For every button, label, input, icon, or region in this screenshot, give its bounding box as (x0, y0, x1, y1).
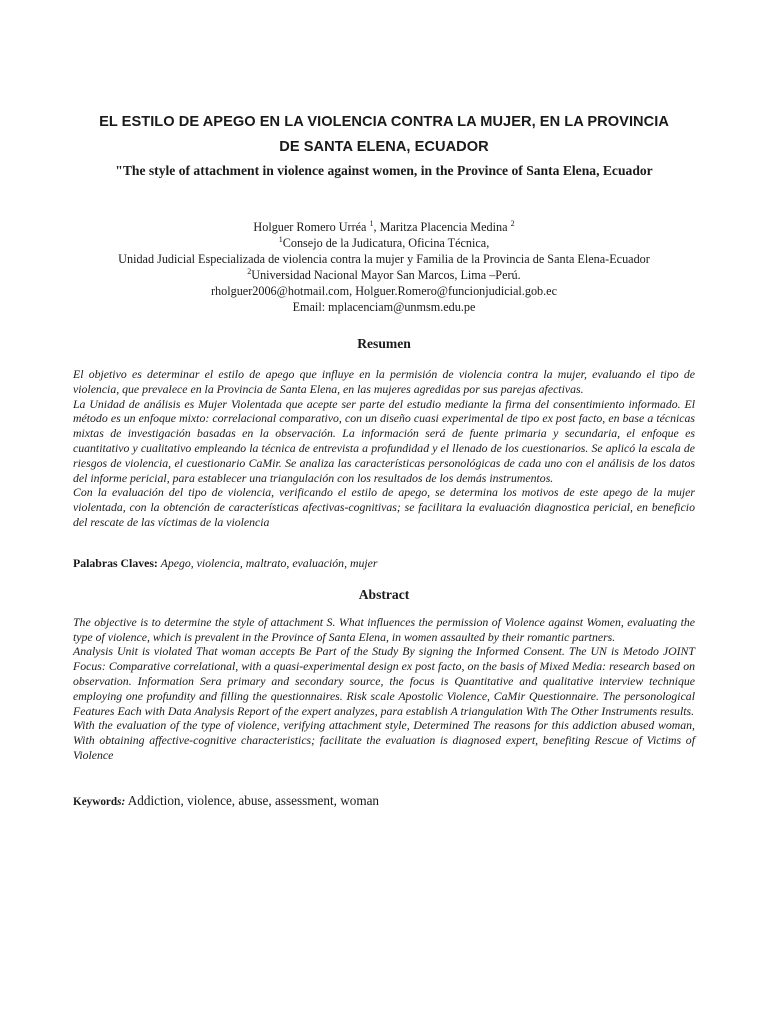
keywords-es (73, 556, 695, 571)
affiliation-1-text: Consejo de la Judicatura, Oficina Técnica, (282, 236, 490, 250)
paper-title-line1: EL ESTILO DE APEGO EN LA VIOLENCIA CONTRA LA MUJER, EN LA PROVINCIA (99, 114, 669, 130)
affiliation-2-sup: 2 (247, 267, 252, 276)
keywords-en-label-suffix: s: (117, 795, 126, 808)
abstract-heading: Abstract (358, 586, 410, 602)
authors-block (73, 219, 695, 315)
affiliation-2-text: Universidad Nacional Mayor San Marcos, Lima –Perú. (251, 268, 521, 282)
abstract-paragraph: With the evaluation of the type of violence, verifying attachment style, Determined The reasons for this addiction abused woman, With obtaining affective-cognitive characteristics; facilitate the evaluation is diagnosed expert, benefiting Rescue of Victims of Violence (73, 718, 695, 762)
keywords-en-label (73, 796, 125, 808)
affiliation-2 (73, 267, 695, 283)
paper-subtitle: "The style of attachment in violence against women, in the Province of Santa Elena, Ecuador (115, 163, 653, 178)
resumen-paragraph: Con la evaluación del tipo de violencia, verificando el estilo de apego, se determina los motivos de este apego de la mujer violentada, con la obtención de características afectivas-cognitivas; se facilitara la evaluación diagnostica pericial, en beneficio del rescate de las víctimas de la violencia (73, 485, 695, 529)
paper-title-line2: DE SANTA ELENA, ECUADOR (279, 139, 489, 155)
abstract-paragraph: The objective is to determine the style of attachment S. What influences the permission of Violence against Women, evaluating the type of violence, which is prevalent in the Province of Santa Elena, in women assaulted by their romantic partners. (73, 614, 695, 644)
resumen-paragraph: El objetivo es determinar el estilo de apego que influye en la permisión de violencia contra la mujer, evaluando el tipo de violencia, que prevalece en la Provincia de Santa Elena, en las mujeres agredidas por sus parejas afectivas. (73, 367, 695, 396)
author-emails: rholguer2006@hotmail.com, Holguer.Romero@funcionjudicial.gob.ec (210, 284, 558, 298)
abstract-paragraph: Analysis Unit is violated That woman accepts Be Part of the Study By signing the Informed Consent. The UN is Metodo JOINT Focus: Comparative correlational, with a quasi-experimental design ex post facto, on the basis of Mixed Media: research based on observation. Information Sera primary and secondary source, the focus is Quantitative and qualitative interview technique employing one profundity and filling the questionnaires. Risk scale Apostolic Violence, CaMir Questionnaire. The personological Features Each with Data Analysis Report of the expert analyzes, para establish A triangulation With The Other Instruments results. (73, 644, 695, 718)
keywords-es-label: Palabras Claves: (73, 555, 158, 570)
resumen-paragraph: La Unidad de análisis es Mujer Violentada que acepte ser parte del estudio mediante la firma del consentimiento informado. El método es un enfoque mixto: correlacional comparativo, con un diseño cuasi experimental de tipo ex post facto, en base a técnicas mixtas de investigación basadas en la observación. La información será de fuente primaria y secundaria, el enfoque es cuantitativo y cualitativo empleando la técnica de entrevista a profundidad y el llenado de los cuestionarios. Se aplicó la escala de riesgos de violencia, el cuestionario CaMir. Se analiza las características personológicas de cada uno con el análisis de los datos del informe pericial, para establecer una triangulación con los resultados de los demás instrumentos. (73, 396, 695, 485)
keywords-en (73, 793, 695, 810)
keywords-es-values: Apego, violencia, maltrato, evaluación, mujer (157, 555, 378, 570)
author-sup-2: 2 (510, 219, 515, 228)
author-names (73, 219, 695, 235)
author-name-1: Holguer Romero Urréa (253, 220, 370, 234)
affiliation-1 (73, 235, 695, 251)
resumen-heading: Resumen (357, 336, 411, 351)
paper-title (73, 0, 695, 160)
author-name-2: , Maritza Placencia Medina (373, 220, 511, 234)
resumen-body (73, 367, 695, 530)
affiliation-1-line2: Unidad Judicial Especializada de violencia contra la mujer y Familia de la Provincia de Santa Elena-Ecuador (118, 252, 650, 266)
affiliation-1-sup: 1 (278, 235, 283, 244)
author-email-2: Email: mplacenciam@unmsm.edu.pe (292, 300, 476, 314)
abstract-body (73, 615, 695, 763)
keywords-en-values: Addiction, violence, abuse, assessment, woman (125, 792, 380, 808)
keywords-en-label-main: Keyword (73, 795, 118, 808)
author-sup-1: 1 (369, 219, 374, 228)
